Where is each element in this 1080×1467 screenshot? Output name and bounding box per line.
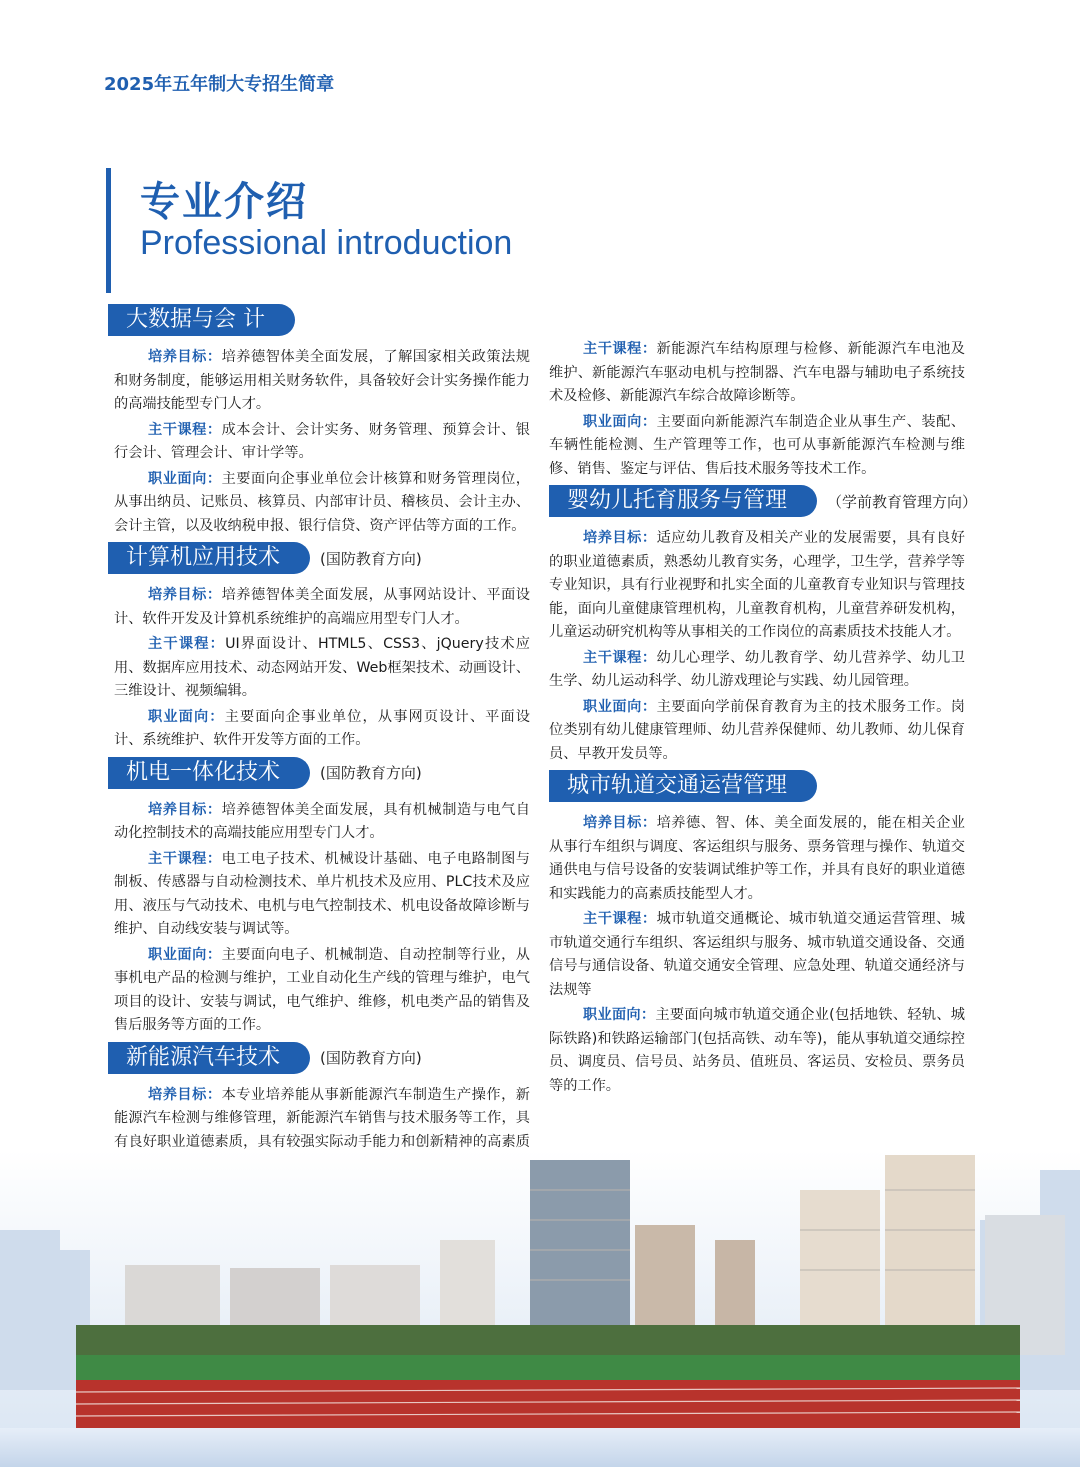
major-detail-paragraph [114, 346, 530, 417]
detail-label: 培养目标： [148, 1086, 222, 1103]
campus-photo [0, 1150, 1080, 1467]
section-header [549, 485, 978, 517]
major-detail-paragraph [549, 696, 965, 767]
detail-label: 职业面向： [148, 946, 222, 963]
detail-label: 主干课程： [148, 636, 226, 652]
detail-text: 主要面向电子、机械制造、自动控制等行业，从事机电产品的检测与维护，工业自动化生产线的管理与维护，电气项目的设计、安装与调试，电气维护、维修，机电类产品的销售及售后服务等方面的工作。 [114, 946, 530, 1033]
detail-text: 本专业培养能从事新能源汽车制造生产操作，新能源汽车检测与维修管理，新能源汽车销售与技术服务等工作，具有良好职业道德素质，具有较强实际动手能力和创新精神的高素质 [114, 1086, 530, 1150]
major-detail-paragraph [114, 799, 530, 846]
detail-text: 电工电子技术、机械设计基础、电子电路制图与制板、传感器与自动检测技术、单片机技术及应用、PLC技术及应用、液压与气动技术、电机与电气控制技术、机电设备故障诊断与维护、自动线安装与调试等。 [114, 850, 530, 937]
major-detail-paragraph [114, 944, 530, 1038]
detail-text: 城市轨道交通概论、城市轨道交通运营管理、城市轨道交通行车组织、客运组织与服务、城市轨道交通设备、交通信号与通信设备、轨道交通安全管理、应急处理、轨道交通经济与法规等 [549, 911, 965, 998]
major-detail-paragraph [549, 647, 965, 694]
major-name: 计算机应用技术 [108, 542, 310, 574]
section-header [114, 304, 530, 336]
detail-label: 职业面向： [583, 698, 657, 715]
detail-text: 主要面向新能源汽车制造企业从事生产、装配、车辆性能检测、生产管理等工作，也可从事新能源汽车检测与维修、销售、鉴定与评估、售后技术服务等技术工作。 [549, 413, 965, 477]
detail-text: UI界面设计、HTML5、CSS3、jQuery技术应用、数据库应用技术、动态网站开发、Web框架技术、动画设计、三维设计、视频编辑。 [114, 636, 530, 699]
major-detail-paragraph [549, 908, 965, 1002]
detail-label: 职业面向： [148, 708, 225, 725]
major-name: 婴幼儿托育服务与管理 [549, 485, 817, 517]
major-detail-paragraph [114, 633, 530, 704]
detail-label: 培养目标： [148, 349, 222, 365]
left-column [114, 300, 530, 1180]
detail-text: 主要面向学前保育教育为主的技术服务工作。岗位类别有幼儿健康管理师、幼儿营养保健师、幼儿教师、幼儿保育员、早教开发员等。 [549, 698, 965, 762]
section-header [114, 542, 530, 574]
detail-label: 主干课程： [148, 850, 222, 867]
major-name: 机电一体化技术 [108, 757, 310, 789]
detail-label: 职业面向： [583, 1007, 656, 1023]
major-detail-paragraph [549, 411, 965, 482]
page-subtitle: Professional introduction [140, 224, 513, 262]
detail-label: 培养目标： [148, 587, 222, 603]
major-direction: (国防教育方向) [320, 764, 422, 782]
major-name: 新能源汽车技术 [108, 1042, 310, 1074]
major-detail-paragraph [114, 706, 530, 753]
detail-text: 幼儿心理学、幼儿教育学、幼儿营养学、幼儿卫生学、幼儿运动科学、幼儿游戏理论与实践、幼儿园管理。 [549, 649, 965, 689]
major-detail-paragraph [549, 527, 965, 645]
major-detail-paragraph [114, 848, 530, 942]
detail-text: 主要面向企事业单位会计核算和财务管理岗位，从事出纳员、记账员、核算员、内部审计员、稽核员、会计主办、会计主管，以及收纳税申报、银行信贷、资产评估等方面的工作。 [114, 470, 530, 534]
major-detail-paragraph [549, 338, 965, 409]
major-detail-paragraph [114, 584, 530, 631]
campus-photo-illustration [0, 1150, 1080, 1467]
detail-label: 主干课程： [583, 341, 657, 357]
major-detail-paragraph [549, 812, 965, 906]
detail-text: 培养德智体美全面发展，具有机械制造与电气自动化控制技术的高端技能应用型专门人才。 [114, 801, 530, 841]
title-accent-bar [106, 168, 111, 293]
major-direction: (国防教育方向) [320, 549, 422, 568]
detail-label: 职业面向： [583, 413, 657, 430]
detail-text: 新能源汽车结构原理与检修、新能源汽车电池及维护、新能源汽车驱动电机与控制器、汽车电器与辅助电子系统技术及检修、新能源汽车综合故障诊断等。 [549, 341, 965, 404]
major-detail-paragraph [114, 419, 530, 466]
section-header [114, 757, 530, 789]
major-direction: （学前教育管理方向） [827, 492, 978, 511]
section-header [549, 770, 965, 802]
detail-label: 培养目标： [148, 801, 222, 818]
detail-text: 培养德智体美全面发展，了解国家相关政策法规和财务制度，能够运用相关财务软件，具备较好会计实务操作能力的高端技能型专门人才。 [114, 349, 530, 412]
detail-label: 主干课程： [583, 649, 657, 666]
major-name: 大数据与会 计 [108, 304, 295, 336]
detail-text: 培养德智体美全面发展，从事网站设计、平面设计、软件开发及计算机系统维护的高端应用型专门人才。 [114, 587, 530, 627]
detail-text: 成本会计、会计实务、财务管理、预算会计、银行会计、管理会计、审计学等。 [114, 421, 530, 461]
major-detail-paragraph [549, 1004, 965, 1098]
detail-text: 主要面向城市轨道交通企业(包括地铁、轻轨、城际铁路)和铁路运输部门(包括高铁、动车等)，能从事轨道交通综控员、调度员、信号员、站务员、值班员、客运员、安检员、票务员等的工作。 [549, 1007, 965, 1094]
right-column [549, 338, 978, 1100]
major-direction: (国防教育方向) [320, 1049, 422, 1067]
detail-label: 培养目标： [583, 815, 657, 831]
page-title: 专业介绍 [140, 179, 308, 225]
detail-label: 培养目标： [583, 530, 657, 546]
major-detail-paragraph [114, 468, 530, 539]
detail-text: 主要面向企事业单位，从事网页设计、平面设计、系统维护、软件开发等方面的工作。 [114, 708, 530, 748]
detail-text: 培养德、智、体、美全面发展的，能在相关企业从事行车组织与调度、客运组织与服务、票务管理与操作、轨道交通供电与信号设备的安装调试维护等工作，并具有良好的职业道德和实践能力的高素质技能型人才。 [549, 815, 965, 902]
brochure-header: 2025年五年制大专招生简章 [104, 74, 335, 95]
detail-label: 主干课程： [583, 911, 657, 927]
section-header [114, 1042, 530, 1074]
detail-label: 职业面向： [148, 470, 222, 487]
major-name: 城市轨道交通运营管理 [549, 770, 817, 802]
detail-label: 主干课程： [148, 421, 222, 438]
detail-text: 适应幼儿教育及相关产业的发展需要，具有良好的职业道德素质，熟悉幼儿教育实务，心理学，卫生学，营养学等专业知识，具有行业视野和扎实全面的儿童教育专业知识与管理技能，面向儿童健康管理机构，儿童教育机构，儿童营养研发机构，儿童运动研究机构等从事相关的工作岗位的高素质技术技能人才。 [549, 530, 965, 640]
